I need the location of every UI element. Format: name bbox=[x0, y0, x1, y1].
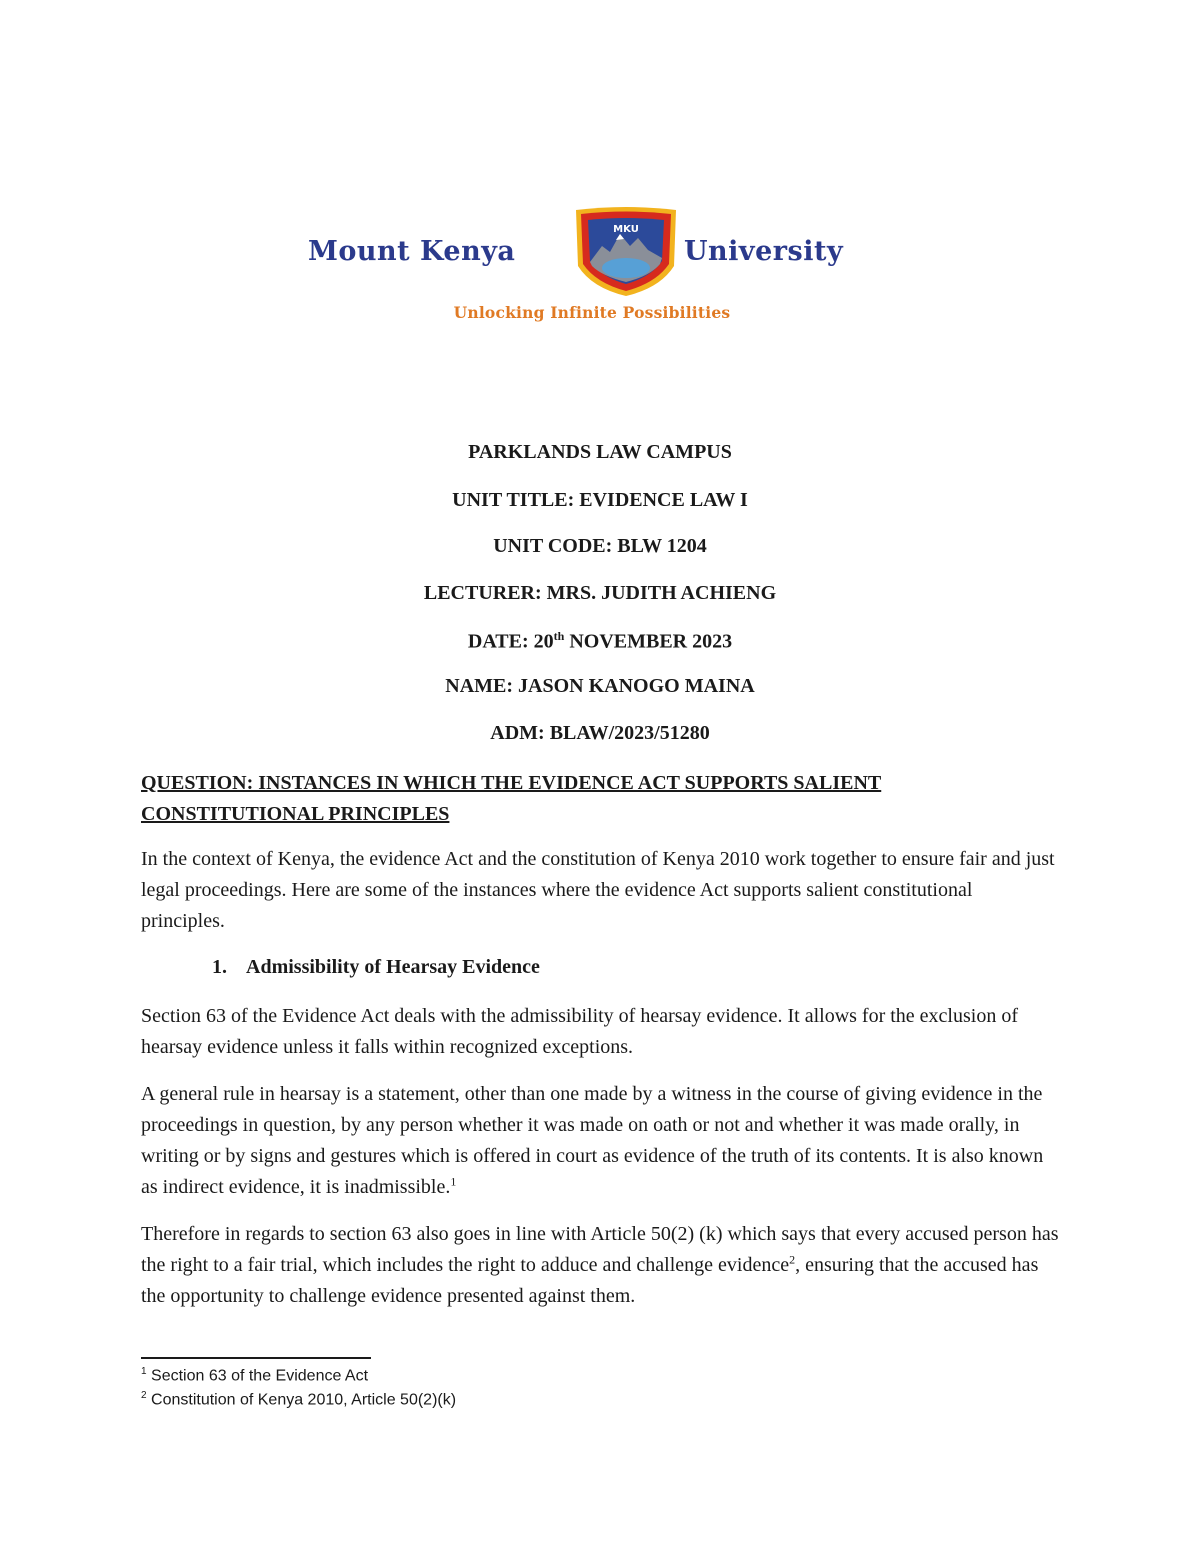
section-title: Admissibility of Hearsay Evidence bbox=[246, 956, 540, 978]
date-line bbox=[0, 629, 1200, 654]
paragraph-2-text: A general rule in hearsay is a statement, other than one made by a witness in the course of giving evidence in the proceedings in question, by any person whether it was made on oath or not and whether it was made orally, in writing or by signs and gestures which is offered in court as evidence of the truth of its contents. It is also known as indirect evidence, it is inadmissible. bbox=[141, 1083, 1044, 1198]
footnote-2-text: Constitution of Kenya 2010, Article 50(2)(k) bbox=[151, 1391, 457, 1409]
section-number: 1. bbox=[212, 956, 227, 978]
date-superscript: th bbox=[553, 629, 565, 643]
paragraph-3-text-a: Therefore in regards to section 63 also goes in line with Article 50(2) (k) which says that every accused person has the right to a fair trial, which includes the right to adduce and challenge evidence bbox=[141, 1223, 1059, 1276]
logo-name-left: Mount Kenya bbox=[308, 236, 516, 267]
footnote-1 bbox=[141, 1366, 368, 1385]
section-paragraph-1: Section 63 of the Evidence Act deals with the admissibility of hearsay evidence. It allows for the exclusion of hearsay evidence unless it falls within recognized exceptions. bbox=[141, 1005, 1018, 1058]
footnote-divider bbox=[141, 1357, 371, 1359]
footnote-2 bbox=[141, 1390, 456, 1409]
footnote-ref-1[interactable]: 1 bbox=[450, 1174, 457, 1189]
footnote-ref-2[interactable]: 2 bbox=[789, 1252, 796, 1267]
intro-paragraph: In the context of Kenya, the evidence Act and the constitution of Kenya 2010 work together to ensure fair and just legal proceedings. Here are some of the instances where the evidence Act supports salient constitutional principles. bbox=[141, 848, 1055, 932]
university-logo bbox=[308, 206, 878, 331]
unit-title-line: UNIT TITLE: EVIDENCE LAW I bbox=[452, 489, 748, 511]
question-heading: QUESTION: INSTANCES IN WHICH THE EVIDENCE ACT SUPPORTS SALIENT CONSTITUTIONAL PRINCIPLES bbox=[141, 772, 882, 825]
logo-name-right: University bbox=[684, 236, 844, 267]
student-name-line: NAME: JASON KANOGO MAINA bbox=[445, 675, 755, 697]
footnote-1-text: Section 63 of the Evidence Act bbox=[151, 1367, 369, 1385]
campus-line: PARKLANDS LAW CAMPUS bbox=[468, 441, 732, 463]
admission-line: ADM: BLAW/2023/51280 bbox=[490, 722, 710, 744]
unit-code-line: UNIT CODE: BLW 1204 bbox=[493, 535, 707, 557]
paragraph-3-text-b: , ensuring that the accused has the opportunity to challenge evidence presented against them. bbox=[141, 1254, 1039, 1307]
footnote-2-number: 2 bbox=[141, 1390, 147, 1401]
section-heading bbox=[212, 956, 540, 979]
mku-seal-icon bbox=[570, 206, 682, 298]
date-prefix: DATE: 20 bbox=[467, 630, 554, 653]
section-paragraph-2 bbox=[141, 1079, 1061, 1203]
logo-tagline: Unlocking Infinite Possibilities bbox=[453, 303, 731, 322]
footnote-1-number: 1 bbox=[141, 1366, 147, 1377]
svg-text:MKU: MKU bbox=[613, 224, 639, 235]
date-suffix: NOVEMBER 2023 bbox=[564, 630, 733, 653]
lecturer-line: LECTURER: MRS. JUDITH ACHIENG bbox=[423, 582, 777, 604]
section-paragraph-3 bbox=[141, 1219, 1061, 1312]
